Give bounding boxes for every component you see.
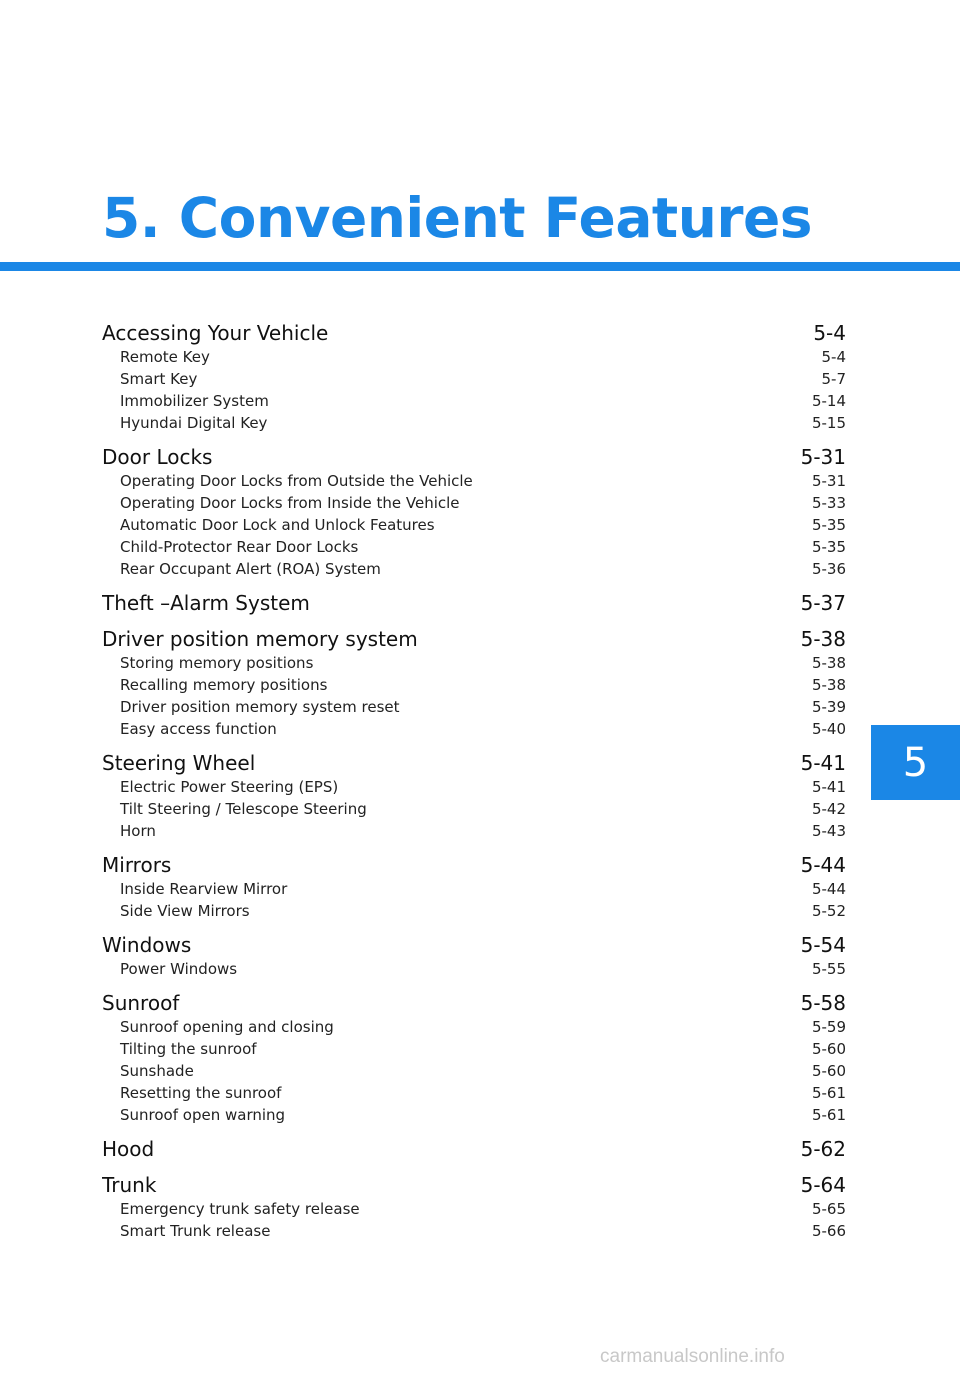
toc-subsection-entry[interactable] [102, 514, 846, 536]
toc-entry-title: Electric Power Steering (EPS) [120, 778, 339, 796]
toc-entry-title: Steering Wheel [102, 751, 256, 775]
toc-entry-title: Driver position memory system reset [120, 698, 400, 716]
toc-page-number: 5-33 [811, 494, 846, 512]
toc-page-number: 5-37 [800, 591, 846, 615]
toc-page-number: 5-44 [800, 853, 846, 877]
toc-entry-title: Immobilizer System [120, 392, 269, 410]
toc-page-number: 5-39 [811, 698, 846, 716]
toc-entry-title: Inside Rearview Mirror [120, 880, 288, 898]
toc-section-entry[interactable] [102, 444, 846, 470]
toc-entry-title: Smart Key [120, 370, 198, 388]
toc-page-number: 5-64 [800, 1173, 846, 1197]
toc-page-number: 5-66 [811, 1222, 846, 1240]
toc-section [102, 320, 846, 434]
toc-section-entry[interactable] [102, 1136, 846, 1162]
toc-page-number: 5-4 [813, 321, 846, 345]
toc-section-entry[interactable] [102, 1172, 846, 1198]
toc-page-number: 5-41 [811, 778, 846, 796]
toc-page-number: 5-36 [811, 560, 846, 578]
chapter-side-tab[interactable]: 5 [871, 725, 960, 800]
toc-entry-title: Remote Key [120, 348, 210, 366]
toc-section-entry[interactable] [102, 590, 846, 616]
toc-subsection-entry[interactable] [102, 820, 846, 842]
toc-page-number: 5-61 [811, 1106, 846, 1124]
toc-page-number: 5-55 [811, 960, 846, 978]
toc-section-entry[interactable] [102, 750, 846, 776]
toc-subsection-entry[interactable] [102, 1082, 846, 1104]
toc-subsection-entry[interactable] [102, 674, 846, 696]
toc-entry-title: Door Locks [102, 445, 213, 469]
toc-subsection-entry[interactable] [102, 1038, 846, 1060]
toc-subsection-entry[interactable] [102, 558, 846, 580]
toc-section-entry[interactable] [102, 320, 846, 346]
toc-entry-title: Sunroof opening and closing [120, 1018, 334, 1036]
toc-page-number: 5-42 [811, 800, 846, 818]
toc-section [102, 852, 846, 922]
toc-page-number: 5-4 [821, 348, 846, 366]
toc-page-number: 5-52 [811, 902, 846, 920]
toc-page-number: 5-38 [800, 627, 846, 651]
toc-entry-title: Smart Trunk release [120, 1222, 271, 1240]
toc-subsection-entry[interactable] [102, 1220, 846, 1242]
toc-subsection-entry[interactable] [102, 958, 846, 980]
toc-entry-title: Storing memory positions [120, 654, 314, 672]
toc-page-number: 5-31 [811, 472, 846, 490]
toc-section-entry[interactable] [102, 626, 846, 652]
table-of-contents [102, 320, 846, 1242]
toc-page-number: 5-38 [811, 676, 846, 694]
toc-section-entry[interactable] [102, 932, 846, 958]
title-rule [0, 262, 960, 271]
toc-entry-title: Operating Door Locks from Outside the Vehicle [120, 472, 473, 490]
toc-entry-title: Resetting the sunroof [120, 1084, 282, 1102]
toc-subsection-entry[interactable] [102, 900, 846, 922]
toc-entry-title: Automatic Door Lock and Unlock Features [120, 516, 435, 534]
toc-subsection-entry[interactable] [102, 696, 846, 718]
toc-page-number: 5-35 [811, 516, 846, 534]
toc-section [102, 990, 846, 1126]
toc-page-number: 5-61 [811, 1084, 846, 1102]
watermark: carmanualsonline.info [600, 1346, 785, 1367]
toc-page-number: 5-58 [800, 991, 846, 1015]
toc-subsection-entry[interactable] [102, 652, 846, 674]
toc-section [102, 1136, 846, 1162]
toc-section-entry[interactable] [102, 852, 846, 878]
toc-subsection-entry[interactable] [102, 412, 846, 434]
toc-subsection-entry[interactable] [102, 368, 846, 390]
toc-page-number: 5-15 [811, 414, 846, 432]
toc-subsection-entry[interactable] [102, 718, 846, 740]
toc-page-number: 5-14 [811, 392, 846, 410]
toc-subsection-entry[interactable] [102, 492, 846, 514]
toc-page-number: 5-59 [811, 1018, 846, 1036]
toc-subsection-entry[interactable] [102, 776, 846, 798]
toc-page-number: 5-60 [811, 1062, 846, 1080]
toc-subsection-entry[interactable] [102, 1198, 846, 1220]
toc-section [102, 932, 846, 980]
toc-entry-title: Tilt Steering / Telescope Steering [120, 800, 367, 818]
toc-entry-title: Rear Occupant Alert (ROA) System [120, 560, 381, 578]
toc-page-number: 5-60 [811, 1040, 846, 1058]
toc-page-number: 5-65 [811, 1200, 846, 1218]
toc-page-number: 5-41 [800, 751, 846, 775]
toc-page-number: 5-40 [811, 720, 846, 738]
toc-entry-title: Sunshade [120, 1062, 194, 1080]
toc-subsection-entry[interactable] [102, 536, 846, 558]
toc-subsection-entry[interactable] [102, 346, 846, 368]
toc-page-number: 5-35 [811, 538, 846, 556]
toc-subsection-entry[interactable] [102, 1104, 846, 1126]
toc-entry-title: Easy access function [120, 720, 277, 738]
toc-entry-title: Driver position memory system [102, 627, 418, 651]
toc-entry-title: Hood [102, 1137, 155, 1161]
toc-section [102, 750, 846, 842]
toc-entry-title: Operating Door Locks from Inside the Vehicle [120, 494, 460, 512]
toc-entry-title: Horn [120, 822, 156, 840]
toc-subsection-entry[interactable] [102, 1016, 846, 1038]
toc-subsection-entry[interactable] [102, 878, 846, 900]
toc-entry-title: Mirrors [102, 853, 172, 877]
toc-entry-title: Recalling memory positions [120, 676, 328, 694]
toc-page-number: 5-31 [800, 445, 846, 469]
toc-page-number: 5-7 [821, 370, 846, 388]
toc-subsection-entry[interactable] [102, 1060, 846, 1082]
toc-subsection-entry[interactable] [102, 798, 846, 820]
toc-entry-title: Theft –Alarm System [102, 591, 310, 615]
toc-section [102, 444, 846, 580]
toc-entry-title: Sunroof [102, 991, 180, 1015]
toc-entry-title: Trunk [102, 1173, 157, 1197]
toc-entry-title: Accessing Your Vehicle [102, 321, 329, 345]
toc-subsection-entry[interactable] [102, 390, 846, 412]
toc-page-number: 5-43 [811, 822, 846, 840]
toc-section [102, 1172, 846, 1242]
toc-section [102, 626, 846, 740]
toc-page-number: 5-38 [811, 654, 846, 672]
toc-page-number: 5-62 [800, 1137, 846, 1161]
toc-entry-title: Hyundai Digital Key [120, 414, 268, 432]
toc-entry-title: Sunroof open warning [120, 1106, 286, 1124]
toc-section [102, 590, 846, 616]
toc-section-entry[interactable] [102, 990, 846, 1016]
toc-page-number: 5-54 [800, 933, 846, 957]
toc-entry-title: Child-Protector Rear Door Locks [120, 538, 359, 556]
toc-entry-title: Side View Mirrors [120, 902, 250, 920]
toc-page-number: 5-44 [811, 880, 846, 898]
toc-subsection-entry[interactable] [102, 470, 846, 492]
toc-entry-title: Tilting the sunroof [120, 1040, 257, 1058]
chapter-title: 5. Convenient Features [102, 186, 813, 250]
toc-entry-title: Windows [102, 933, 192, 957]
toc-entry-title: Power Windows [120, 960, 238, 978]
toc-entry-title: Emergency trunk safety release [120, 1200, 360, 1218]
